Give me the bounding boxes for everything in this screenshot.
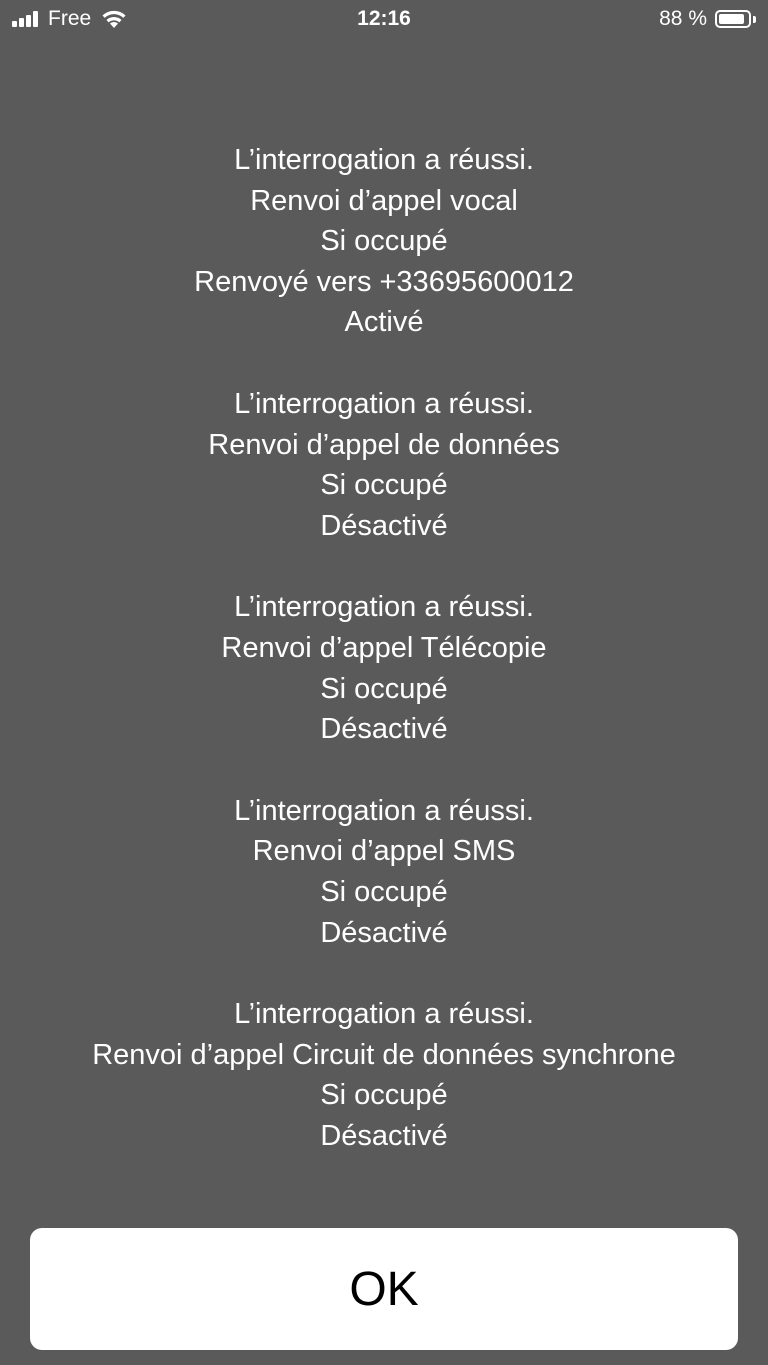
result-condition: Si occupé — [320, 672, 448, 705]
result-status: L’interrogation a réussi. — [234, 591, 534, 624]
result-block — [0, 994, 768, 1146]
ok-button[interactable]: OK — [30, 1228, 738, 1350]
result-state: Désactivé — [320, 509, 448, 542]
battery-icon — [715, 10, 751, 28]
battery-percentage: 88 % — [659, 7, 707, 30]
result-state: Désactivé — [320, 713, 448, 746]
result-condition: Si occupé — [320, 469, 448, 502]
result-service: Renvoi d’appel Circuit de données synchrone — [92, 1038, 676, 1071]
result-condition: Si occupé — [320, 875, 448, 908]
status-bar-time: 12:16 — [357, 7, 411, 30]
result-service: Renvoi d’appel vocal — [250, 184, 518, 217]
result-forwarded-to: Renvoyé vers +33695600012 — [194, 265, 574, 298]
result-state: Activé — [344, 306, 424, 339]
result-state: Désactivé — [320, 916, 448, 949]
result-block — [0, 587, 768, 749]
result-condition: Si occupé — [320, 225, 448, 258]
status-bar — [0, 0, 768, 40]
result-status: L’interrogation a réussi. — [234, 998, 534, 1031]
result-status: L’interrogation a réussi. — [234, 794, 534, 827]
result-block — [0, 140, 768, 343]
result-state: Désactivé — [320, 1119, 448, 1146]
result-status: L’interrogation a réussi. — [234, 144, 534, 176]
result-block — [0, 791, 768, 953]
battery-nub — [753, 16, 756, 23]
result-service: Renvoi d’appel SMS — [252, 835, 516, 868]
result-service: Renvoi d’appel de données — [208, 428, 560, 461]
result-condition: Si occupé — [320, 1079, 448, 1112]
status-bar-right — [659, 6, 756, 32]
carrier-name: Free — [48, 7, 92, 30]
result-block — [0, 384, 768, 546]
result-service: Renvoi d’appel Télécopie — [221, 631, 547, 664]
alert-message — [0, 140, 768, 1146]
result-status: L’interrogation a réussi. — [234, 387, 534, 420]
battery-level-fill — [719, 14, 744, 24]
